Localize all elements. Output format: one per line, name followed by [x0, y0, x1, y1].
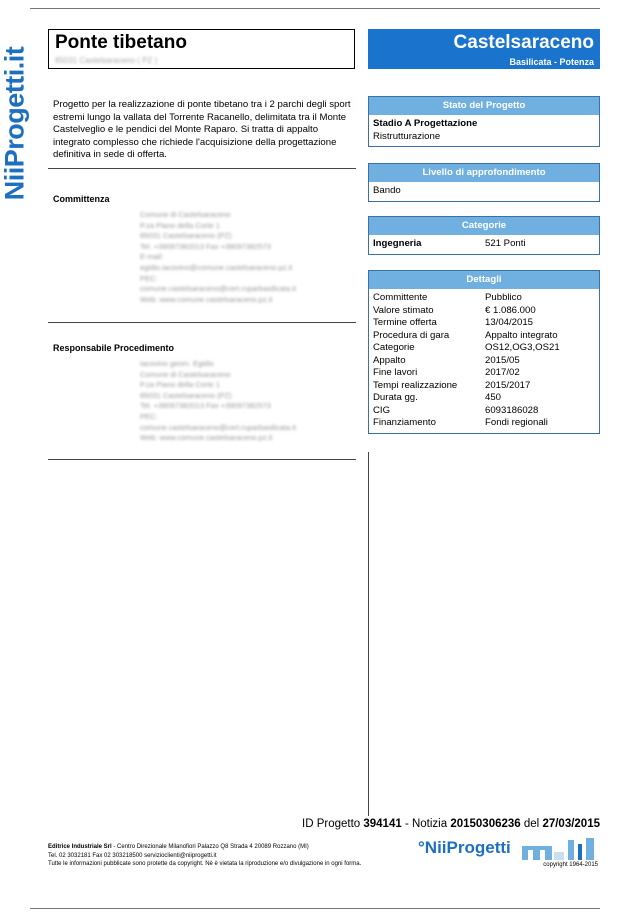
committenza-line: Comune di Castelsaraceno — [140, 210, 231, 219]
dettagli-key: CIG — [373, 404, 391, 416]
categorie-header: Categorie — [369, 217, 599, 235]
committenza-line: PEC: — [140, 273, 158, 283]
committenza-line: egidio.iacovino@comune.castelsaraceno.pz.it — [140, 262, 293, 272]
vertical-logo — [0, 28, 30, 218]
committenza-line: E-mail: — [140, 252, 164, 262]
footer-company: Editrice Industriale Srl — [48, 844, 112, 850]
dettagli-value: 2017/02 — [485, 367, 520, 378]
dettagli-key: Fine lavori — [373, 367, 418, 378]
committenza-line: P.za Piano della Corte 1 — [140, 220, 220, 230]
notizia-number: 20150306236 — [450, 818, 521, 830]
responsabile-line: Tel. +39097382013 Fax +39097382573 — [140, 401, 271, 411]
livello-box — [368, 163, 600, 202]
del-text: del — [520, 818, 543, 830]
notizia-date: 27/03/2015 — [542, 818, 600, 830]
footer-logo — [418, 836, 600, 862]
dettagli-row — [373, 380, 595, 393]
dettagli-row — [373, 317, 595, 330]
id-prefix: ID Progetto — [302, 818, 364, 830]
categorie-box — [368, 216, 600, 255]
dettagli-row — [373, 342, 595, 355]
project-id-line — [302, 818, 600, 830]
dettagli-value: 6093186028 — [485, 404, 539, 416]
dettagli-value: Pubblico — [485, 292, 522, 303]
title-subtitle: 85031 Castelsaraceno ( PZ ) — [55, 56, 158, 65]
dettagli-value: 2015/2017 — [485, 379, 531, 391]
categorie-key: Ingegneria — [373, 238, 422, 249]
project-id: 394141 — [363, 818, 402, 830]
dettagli-key: Procedura di gara — [373, 329, 450, 341]
stato-tipo: Ristrutturazione — [373, 130, 441, 142]
dettagli-value: 450 — [485, 392, 502, 403]
footer-notice: Tutte le informazioni pubblicate sono protette da copyright. Nè è vietata la riproduzione e/o divulgazione in ogni forma. — [48, 861, 362, 867]
copyright: copyright 1964-2015 — [543, 862, 598, 868]
dettagli-key: Committente — [373, 292, 428, 303]
committenza-line: Web: www.comune.castelsaraceno.pz.it — [140, 294, 273, 304]
responsabile-label: Responsabile Procedimento — [53, 343, 175, 353]
responsabile-line: 85031 Castelsaraceno (PZ) — [140, 390, 232, 400]
committenza-label: Committenza — [53, 194, 110, 204]
dettagli-value: 2015/05 — [485, 354, 520, 366]
divider — [48, 322, 356, 323]
dettagli-row — [373, 405, 595, 418]
stato-box — [368, 96, 600, 147]
dettagli-header: Dettagli — [369, 271, 599, 289]
project-description: Progetto per la realizzazione di ponte tibetano tra i 2 parchi degli sport estremi lungo la vallata del Torrente Racanello, delimitata tra il Monte Castelveglio e le pendici del Monte Raparo. Si tratta di appalto integrato complesso che richiede l'acquisizione della progettazione definitiva in sede di offerta. — [53, 99, 351, 161]
dettagli-key: Durata gg. — [373, 392, 418, 403]
divider — [48, 168, 356, 169]
page-title: Ponte tibetano — [55, 32, 187, 53]
responsabile-line: PEC: — [140, 411, 158, 421]
dettagli-value: Fondi regionali — [485, 417, 548, 428]
dettagli-row — [373, 292, 595, 305]
dettagli-value: OS12,OG3,OS21 — [485, 342, 560, 353]
footer-contacts: Tel. 02 3032181 Fax 02 303218500 servizioclienti@niiprogetti.it — [48, 852, 217, 859]
footer-logo-text: °NiiProgetti — [418, 838, 511, 857]
location-region: Basilicata - Potenza — [509, 57, 594, 67]
dettagli-key: Valore stimato — [373, 304, 434, 316]
stato-stadio: Stadio A Progettazione — [373, 118, 478, 129]
dettagli-row — [373, 392, 595, 405]
vertical-divider — [368, 452, 369, 816]
committenza-details — [140, 210, 296, 305]
responsabile-line: P.za Piano della Corte 1 — [140, 380, 220, 390]
livello-header: Livello di approfondimento — [369, 164, 599, 182]
committenza-line: comune.castelsaraceno@cert.ruparbasilicata.it — [140, 284, 297, 294]
dettagli-box — [368, 270, 600, 434]
dettagli-row — [373, 417, 595, 430]
dettagli-value: 13/04/2015 — [485, 317, 534, 328]
title-box — [48, 29, 355, 69]
dettagli-key: Finanziamento — [373, 417, 436, 428]
dettagli-row — [373, 355, 595, 368]
categorie-value: 521 Ponti — [485, 238, 526, 249]
responsabile-line: Web: www.comune.castelsaraceno.pz.it — [140, 433, 273, 443]
vertical-logo-text: NiiProgetti.it — [0, 46, 30, 200]
committenza-line: 85031 Castelsaraceno (PZ) — [140, 231, 232, 241]
bottom-rule — [30, 908, 600, 909]
top-rule — [30, 8, 600, 9]
dettagli-row — [373, 305, 595, 318]
responsabile-line: Iacovino geom. Egidio — [140, 359, 214, 368]
footer-info — [48, 843, 361, 869]
stato-header: Stato del Progetto — [369, 97, 599, 115]
dettagli-key: Termine offerta — [373, 317, 437, 328]
dettagli-key: Tempi realizzazione — [373, 379, 458, 391]
notizia-prefix: - Notizia — [401, 818, 451, 830]
dettagli-row — [373, 367, 595, 380]
dettagli-row — [373, 330, 595, 343]
building-icon — [520, 836, 600, 862]
location-box — [368, 29, 600, 69]
livello-value: Bando — [373, 185, 401, 196]
dettagli-value: € 1.086.000 — [485, 304, 536, 316]
responsabile-details — [140, 359, 296, 444]
footer-address: - Centro Direzionale Milanofiori Palazzo Q8 Strada 4 20089 Rozzano (MI) — [111, 844, 309, 850]
committenza-line: Tel. +39097382013 Fax +39097382573 — [140, 241, 271, 251]
dettagli-key: Appalto — [373, 354, 406, 366]
responsabile-line: comune.castelsaraceno@cert.ruparbasilicata.it — [140, 422, 297, 432]
dettagli-value: Appalto integrato — [485, 329, 558, 341]
divider — [48, 459, 356, 460]
location-city: Castelsaraceno — [453, 32, 594, 53]
responsabile-line: Comune di Castelsaraceno — [140, 369, 231, 379]
dettagli-key: Categorie — [373, 342, 415, 353]
